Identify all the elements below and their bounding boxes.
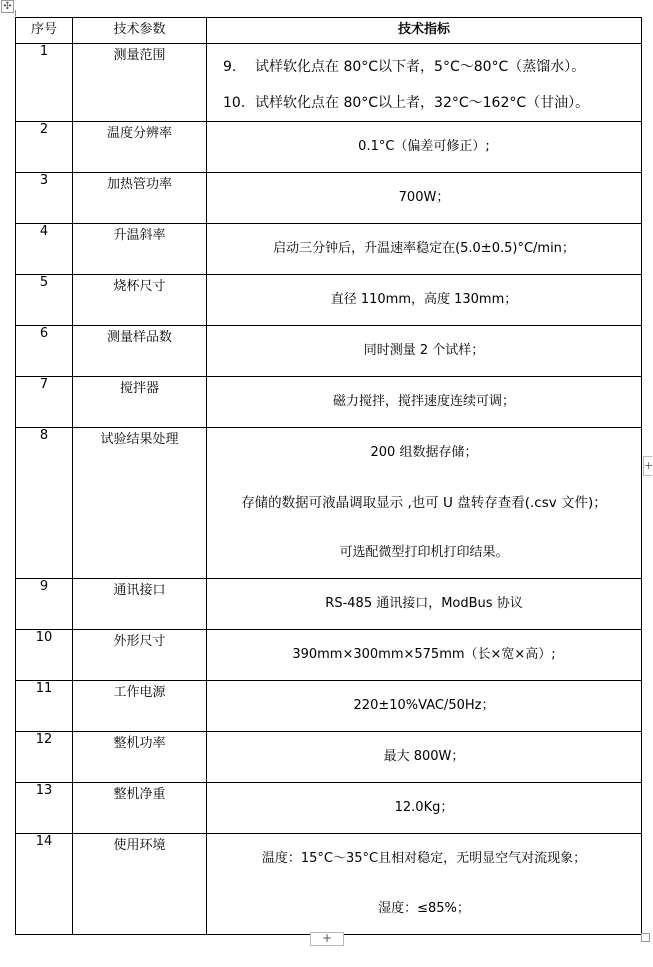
table-row <box>16 44 642 122</box>
spec-value <box>207 44 642 122</box>
list-item: 200 组数据存储； <box>370 445 478 460</box>
header-param: 技术参数 <box>73 18 207 44</box>
list-item: 湿度：≤85%； <box>378 901 470 916</box>
param-name: 使用环境 <box>73 834 207 935</box>
table-row <box>16 579 642 630</box>
list-item: 10. 试样软化点在 80°C以上者，32°C～162°C（甘油）。 <box>223 95 590 111</box>
spec-value: 启动三分钟后，升温速率稳定在(5.0±0.5)°C/min； <box>207 224 642 275</box>
table-row <box>16 326 642 377</box>
add-column-button[interactable]: + <box>643 456 652 476</box>
table-row <box>16 681 642 732</box>
param-name: 温度分辨率 <box>73 122 207 173</box>
row-number: 7 <box>16 377 73 428</box>
table-row <box>16 630 642 681</box>
table-row <box>16 224 642 275</box>
table-row <box>16 377 642 428</box>
row-number: 12 <box>16 732 73 783</box>
row-number: 6 <box>16 326 73 377</box>
list-item: 温度：15°C～35°C且相对稳定，无明显空气对流现象； <box>261 851 587 866</box>
param-name: 加热管功率 <box>73 173 207 224</box>
table-corner-tick <box>15 10 16 16</box>
param-name: 整机净重 <box>73 783 207 834</box>
list-item: 可选配微型打印机打印结果。 <box>339 545 509 560</box>
list-item: 存储的数据可液晶调取显示 ,也可 U 盘转存查看(.csv 文件)； <box>241 495 607 511</box>
list-item: 9. 试样软化点在 80°C以下者，5°C～80°C（蒸馏水）。 <box>223 59 586 75</box>
param-name: 测量样品数 <box>73 326 207 377</box>
spec-value: 12.0Kg； <box>207 783 642 834</box>
row-number: 1 <box>16 44 73 122</box>
add-row-button[interactable]: + <box>310 932 344 946</box>
spec-value: RS-485 通讯接口，ModBus 协议 <box>207 579 642 630</box>
param-name: 烧杯尺寸 <box>73 275 207 326</box>
param-name: 外形尺寸 <box>73 630 207 681</box>
param-name: 升温斜率 <box>73 224 207 275</box>
table-row <box>16 122 642 173</box>
param-name: 搅拌器 <box>73 377 207 428</box>
header-spec: 技术指标 <box>207 18 642 44</box>
spec-value: 直径 110mm，高度 130mm； <box>207 275 642 326</box>
spec-value <box>207 428 642 579</box>
param-name: 工作电源 <box>73 681 207 732</box>
table-row <box>16 732 642 783</box>
header-no: 序号 <box>16 18 73 44</box>
spec-table <box>15 17 642 935</box>
table-row <box>16 173 642 224</box>
row-number: 8 <box>16 428 73 579</box>
table-row <box>16 783 642 834</box>
row-number: 13 <box>16 783 73 834</box>
row-number: 5 <box>16 275 73 326</box>
spec-value: 磁力搅拌，搅拌速度连续可调； <box>207 377 642 428</box>
row-number: 11 <box>16 681 73 732</box>
param-name: 整机功率 <box>73 732 207 783</box>
table-move-handle[interactable]: ✣ <box>1 0 14 13</box>
spec-value <box>207 834 642 935</box>
row-number: 2 <box>16 122 73 173</box>
row-number: 9 <box>16 579 73 630</box>
param-name: 测量范围 <box>73 44 207 122</box>
spec-value: 700W； <box>207 173 642 224</box>
spec-value: 最大 800W； <box>207 732 642 783</box>
row-number: 3 <box>16 173 73 224</box>
param-name: 试验结果处理 <box>73 428 207 579</box>
row-number: 4 <box>16 224 73 275</box>
table-row <box>16 834 642 935</box>
spec-value: 0.1°C（偏差可修正）; <box>207 122 642 173</box>
spec-value: 同时测量 2 个试样； <box>207 326 642 377</box>
row-number: 10 <box>16 630 73 681</box>
table-resize-handle[interactable] <box>641 933 650 942</box>
row-number: 14 <box>16 834 73 935</box>
param-name: 通讯接口 <box>73 579 207 630</box>
table-row <box>16 275 642 326</box>
table-row <box>16 428 642 579</box>
spec-value: 220±10%VAC/50Hz； <box>207 681 642 732</box>
spec-value: 390mm×300mm×575mm（长×宽×高）; <box>207 630 642 681</box>
table-header-row <box>16 18 642 44</box>
